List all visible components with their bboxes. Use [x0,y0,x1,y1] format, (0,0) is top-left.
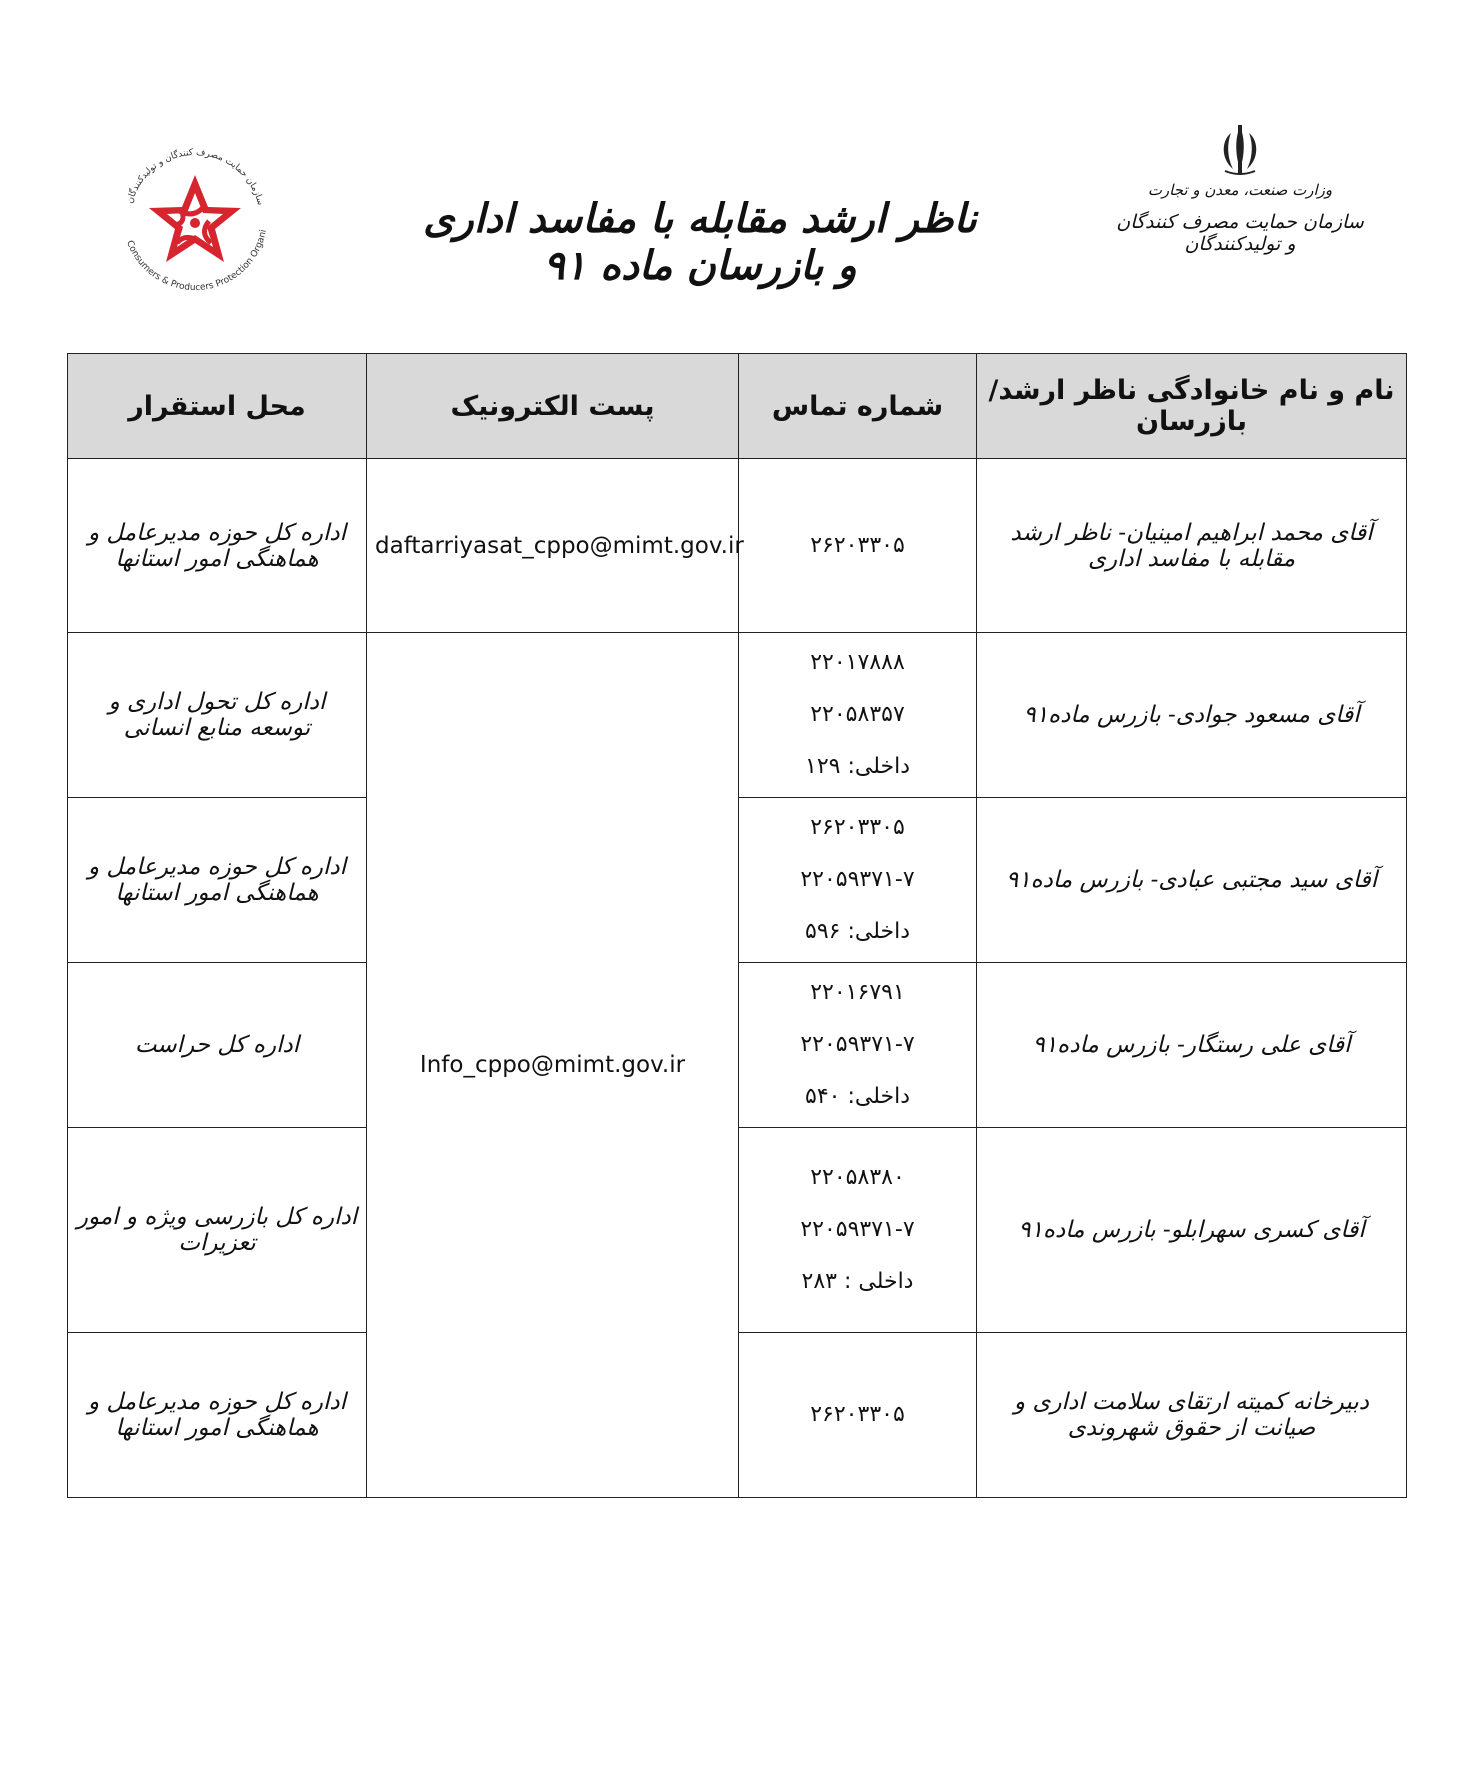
phone-extension: داخلی: ۵۹۶ [805,919,910,944]
column-header-name: نام و نام خانوادگی ناظر ارشد/بازرسان [977,354,1407,459]
inspector-name: آقای محمد ابراهیم امینیان- ناظر ارشد مقابله با مفاسد اداری [977,459,1407,633]
phone-number: ۲۲۰۵۹۳۷۱-۷ [800,1217,915,1242]
svg-text:Consumers & Producers Protecti: Consumers & Producers Protection Organi [124,228,269,294]
phone-number: ۲۲۰۱۷۸۸۸ [810,650,905,675]
location-cell: اداره کل حوزه مدیرعامل و هماهنگی امور استانها [68,459,367,633]
phone-cell [739,1333,977,1498]
phone-cell [739,1128,977,1333]
phone-extension: داخلی : ۲۸۳ [801,1269,914,1294]
location-cell: اداره کل تحول اداری و توسعه منابع انسانی [68,633,367,798]
phone-number: ۲۶۲۰۳۳۰۵ [810,815,905,840]
inspectors-table [67,353,1407,1498]
phone-number: ۲۶۲۰۳۳۰۵ [810,532,905,558]
phone-extension: داخلی: ۱۲۹ [805,754,910,779]
phone-cell [739,633,977,798]
table-header-row [68,354,1407,459]
inspector-name: دبیرخانه کمیته ارتقای سلامت اداری و صیانت از حقوق شهروندی [977,1333,1407,1498]
location-cell: اداره کل حوزه مدیرعامل و هماهنگی امور استانها [68,798,367,963]
phone-number: ۲۲۰۵۸۳۵۷ [810,702,905,727]
cppo-logo [110,135,280,305]
phone-number: ۲۲۰۵۹۳۷۱-۷ [800,867,915,892]
phone-cell [739,798,977,963]
email-cell[interactable]: daftarriyasat_cppo@mimt.gov.ir [367,459,739,633]
column-header-email: پست الکترونیک [367,354,739,459]
table-row [68,459,1407,633]
phone-number: ۲۲۰۵۸۳۸۰ [810,1165,905,1190]
phone-cell [739,963,977,1128]
location-cell: اداره کل حوزه مدیرعامل و هماهنگی امور استانها [68,1333,367,1498]
iran-emblem-icon [1213,125,1267,175]
shared-email-cell[interactable]: Info_cppo@mimt.gov.ir [367,633,739,1498]
table-row [68,633,1407,798]
location-cell: اداره کل بازرسی ویژه و امور تعزیرات [68,1128,367,1333]
inspector-name: آقای علی رستگار- بازرس ماده۹۱ [977,963,1407,1128]
page-header [0,0,1474,340]
ministry-block [1110,125,1370,275]
phone-number: ۲۶۲۰۳۳۰۵ [810,1402,905,1427]
inspector-name: آقای مسعود جوادی- بازرس ماده۹۱ [977,633,1407,798]
organization-name: سازمان حمایت مصرف کنندگان و تولیدکنندگان [1116,211,1364,255]
phone-extension: داخلی: ۵۴۰ [805,1084,910,1109]
location-cell: اداره کل حراست [68,963,367,1128]
phone-cell [739,459,977,633]
svg-text:سازمان حمایت مصرف کنندگان و تو: سازمان حمایت مصرف کنندگان و تولیدکنندگان [125,147,266,207]
column-header-location: محل استقرار [68,354,367,459]
page-title: ناظر ارشد مقابله با مفاسد اداری و بازرسان ماده ۹۱ [423,195,977,289]
inspector-name: آقای کسری سهرابلو- بازرس ماده۹۱ [977,1128,1407,1333]
cppo-star-logo-icon [110,135,280,305]
column-header-phone: شماره تماس [739,354,977,459]
inspector-name: آقای سید مجتبی عبادی- بازرس ماده۹۱ [977,798,1407,963]
phone-number: ۲۲۰۱۶۷۹۱ [810,980,905,1005]
ministry-name: وزارت صنعت، معدن و تجارت [1147,181,1333,199]
phone-number: ۲۲۰۵۹۳۷۱-۷ [800,1032,915,1057]
